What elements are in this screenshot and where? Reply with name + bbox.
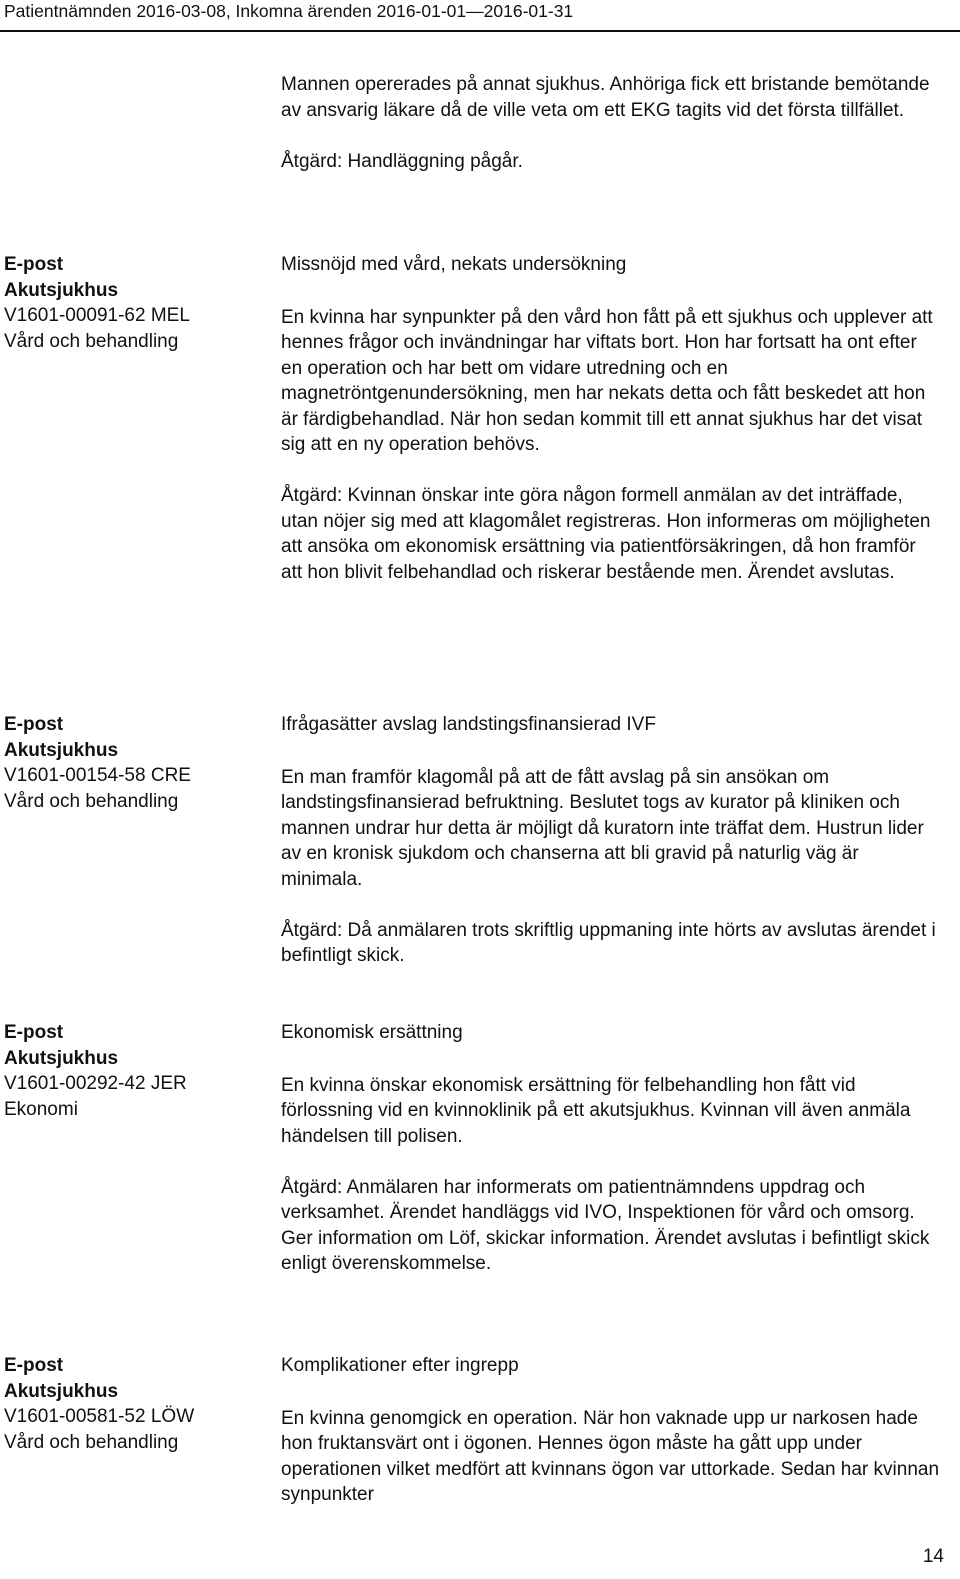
page-header [0,0,960,32]
case-channel: E-post [4,254,64,275]
case-action: Åtgärd: Då anmälaren trots skriftlig uppmaning inte hörts av avslutas ärendet i befintligt skick. [281,919,936,966]
intro-text: Mannen opererades på annat sjukhus. Anhöriga fick ett bristande bemötande av ansvarig läkare då de ville veta om ett EKG tagits vid det första tillfället. [281,74,930,121]
case-category: Vård och behandling [4,790,179,812]
case-content [281,252,941,611]
header-title: Patientnämnden 2016-03-08, Inkomna ärenden 2016-01-01—2016-01-31 [4,1,574,21]
case-unit: Akutsjukhus [4,1047,119,1069]
case-id: V1601-00154-58 CRE [4,765,191,786]
case-content [281,1353,941,1533]
case-unit: Akutsjukhus [4,739,119,761]
case-action: Åtgärd: Anmälaren har informerats om patientnämndens uppdrag och verksamhet. Ärendet handläggs vid IVO, Inspektionen för vård och omsorg. Ger information om Löf, skickar information. Ärendet avslutas i befintligt skick enligt överenskommelse. [281,1176,930,1274]
case-meta [4,1353,264,1455]
page-number: 14 [922,1546,944,1567]
case-title: Ekonomisk ersättning [281,1022,463,1043]
case-id: V1601-00091-62 MEL [4,305,190,326]
case-category: Ekonomi [4,1098,78,1120]
case-unit: Akutsjukhus [4,279,119,301]
case-body: En kvinna önskar ekonomisk ersättning för felbehandling hon fått vid förlossning vid en kvinnoklinik på ett akutsjukhus. Kvinnan vill även anmäla händelsen till polisen. [281,1074,911,1147]
case-content [281,712,941,994]
case-body: En man framför klagomål på att de fått avslag på sin ansökan om landstingsfinansierad befruktning. Beslutet togs av kurator på kliniken och mannen undrar hur detta är möjligt då kuratorn inte träffat dem. Hustrun lider av en kronisk sjukdom och chanserna att bli gravid på naturlig väg är minimala. [281,766,924,890]
case-content [281,1020,941,1302]
case-channel: E-post [4,1355,64,1376]
case-title: Missnöjd med vård, nekats undersökning [281,254,627,275]
case-body: En kvinna har synpunkter på den vård hon fått på ett sjukhus och upplever att hennes frågor och invändningar har viftats bort. Hon har fortsatt ha ont efter en operation och har bett om vidare utredning och en magnetröntgenundersökning, men har nekats detta och fått beskedet att hon är färdigbehandlad. När hon sedan kommit till ett annat sjukhus har det visat sig att en ny operation behövs. [281,306,933,455]
intro-action: Åtgärd: Handläggning pågår. [281,150,523,172]
case-channel: E-post [4,714,64,735]
case-meta [4,1020,264,1122]
case-action: Åtgärd: Kvinnan önskar inte göra någon formell anmälan av det inträffade, utan nöjer sig med att klagomålet registreras. Hon informeras om möjligheten att ansöka om ekonomisk ersättning via patientförsäkringen, då hon framför att hon blivit felbehandlad och riskerar bestående men. Ärendet avslutas. [281,485,931,583]
case-id: V1601-00581-52 LÖW [4,1406,195,1427]
case-unit: Akutsjukhus [4,1380,119,1402]
case-meta [4,252,264,354]
case-category: Vård och behandling [4,330,179,352]
case-channel: E-post [4,1022,64,1043]
case-title: Komplikationer efter ingrepp [281,1355,519,1376]
case-meta [4,712,264,814]
case-title: Ifrågasätter avslag landstingsfinansierad IVF [281,714,656,735]
case-category: Vård och behandling [4,1431,179,1453]
case-id: V1601-00292-42 JER [4,1073,187,1094]
case-body: En kvinna genomgick en operation. När hon vaknade upp ur narkosen hade hon fruktansvärt ont i ögonen. Hennes ögon måste ha gått upp under operationen vilket medfört att kvinnans ögon var uttorkade. Sedan har kvinnan synpunkter [281,1407,940,1505]
